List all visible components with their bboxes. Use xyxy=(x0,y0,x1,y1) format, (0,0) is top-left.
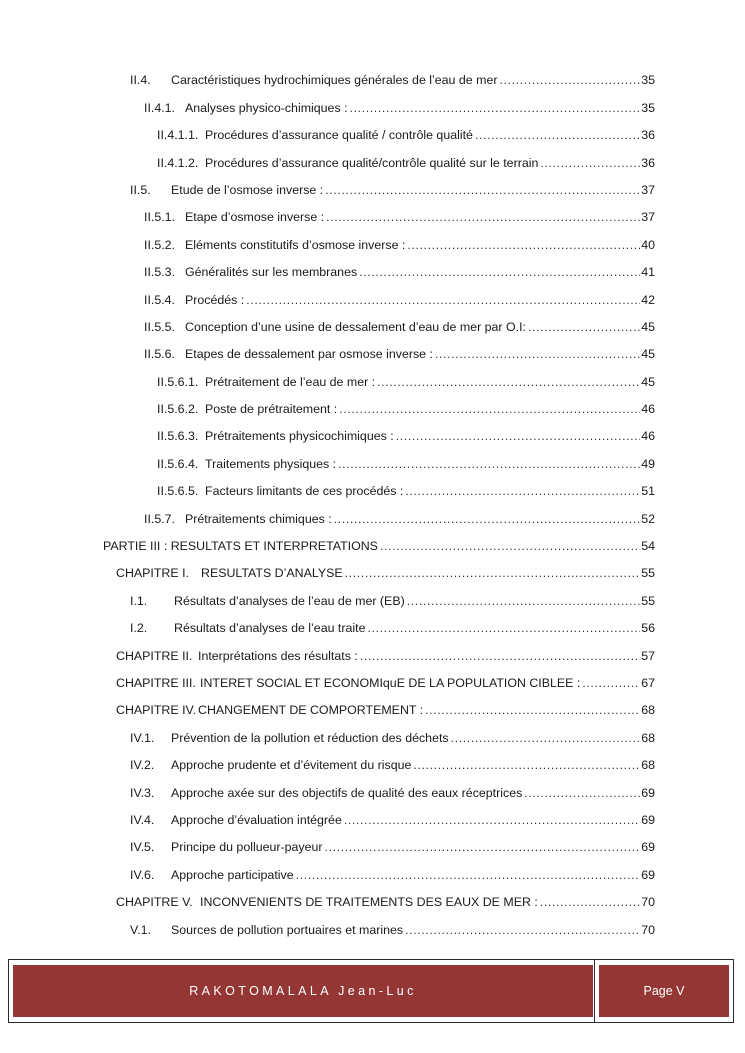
toc-entry-title: Analyses physico-chimiques : xyxy=(185,100,348,115)
toc-dot-leader xyxy=(325,840,641,854)
toc-dot-leader xyxy=(407,238,640,252)
toc-entry-page: 69 xyxy=(641,785,655,800)
toc-entry-title: Etapes de dessalement par osmose inverse : xyxy=(185,347,433,362)
toc-entry[interactable] xyxy=(0,532,745,559)
toc-entry-page: 69 xyxy=(641,840,655,855)
toc-entry-number: II.4.1.2. xyxy=(157,155,199,170)
toc-dot-leader xyxy=(350,101,641,115)
toc-entry-number: CHAPITRE V. xyxy=(116,895,193,910)
toc-entry-page: 35 xyxy=(641,73,655,88)
toc-entry-title: Sources de pollution portuaires et marines xyxy=(171,922,404,937)
toc-entry[interactable] xyxy=(0,176,745,203)
toc-entry-number: II.5.6.3. xyxy=(157,429,199,444)
toc-dot-leader xyxy=(582,676,640,690)
toc-entry-page: 46 xyxy=(641,402,655,417)
toc-entry[interactable] xyxy=(0,148,745,175)
toc-dot-leader xyxy=(451,731,641,745)
toc-entry-number: CHAPITRE III. xyxy=(116,675,196,690)
toc-entry[interactable] xyxy=(0,778,745,805)
toc-entry-number: II.4. xyxy=(130,73,151,88)
toc-entry-page: 37 xyxy=(641,210,655,225)
toc-entry[interactable] xyxy=(0,230,745,257)
toc-entry-title: RESULTATS D’ANALYSE xyxy=(201,566,343,581)
toc-entry-number: I.2. xyxy=(130,621,148,636)
toc-entry-title: Prétraitement de l’eau de mer : xyxy=(205,374,376,389)
toc-entry-title: Procédures d’assurance qualité / contrôle qualité xyxy=(205,128,473,143)
toc-entry-page: 36 xyxy=(641,155,655,170)
toc-entry-title: PARTIE III : RESULTATS ET INTERPRETATIONS xyxy=(103,539,378,554)
toc-entry-title: INTERET SOCIAL ET ECONOMIquE DE LA POPULATION CIBLEE : xyxy=(200,675,581,690)
toc-dot-leader xyxy=(528,320,640,334)
toc-dot-leader xyxy=(540,156,640,170)
toc-entry[interactable] xyxy=(0,285,745,312)
toc-dot-leader xyxy=(425,703,640,717)
toc-entry-page: 70 xyxy=(641,922,655,937)
toc-entry-page: 68 xyxy=(641,703,655,718)
toc-dot-leader xyxy=(499,73,640,87)
toc-entry-number: IV.4. xyxy=(130,812,155,827)
toc-entry[interactable] xyxy=(0,860,745,887)
toc-dot-leader xyxy=(296,868,641,882)
toc-entry-page: 69 xyxy=(641,867,655,882)
toc-entry-number: IV.1. xyxy=(130,730,155,745)
toc-entry[interactable] xyxy=(0,915,745,942)
toc-dot-leader xyxy=(326,210,640,224)
toc-entry-number: II.5.3. xyxy=(144,265,175,280)
toc-dot-leader xyxy=(540,895,640,909)
toc-entry-page: 45 xyxy=(641,374,655,389)
toc-entry-page: 57 xyxy=(641,648,655,663)
toc-entry-title: Poste de prétraitement : xyxy=(205,402,338,417)
toc-entry[interactable] xyxy=(0,669,745,696)
toc-entry-title: Procédures d’assurance qualité/contrôle qualité sur le terrain xyxy=(205,155,539,170)
toc-entry-page: 54 xyxy=(641,539,655,554)
toc-entry-title: Facteurs limitants de ces procédés : xyxy=(205,484,404,499)
toc-entry-title: Approche d’évaluation intégrée xyxy=(171,812,342,827)
toc-entry-title: Etude de l’osmose inverse : xyxy=(171,182,324,197)
toc-entry-page: 49 xyxy=(641,456,655,471)
toc-dot-leader xyxy=(345,566,641,580)
toc-entry[interactable] xyxy=(0,696,745,723)
toc-entry[interactable] xyxy=(0,203,745,230)
toc-entry-title: Approche prudente et d’évitement du risque xyxy=(171,758,412,773)
toc-entry[interactable] xyxy=(0,449,745,476)
toc-entry-page: 52 xyxy=(641,511,655,526)
toc-entry-page: 70 xyxy=(641,895,655,910)
toc-dot-leader xyxy=(405,923,640,937)
toc-entry[interactable] xyxy=(0,723,745,750)
toc-entry[interactable] xyxy=(0,641,745,668)
toc-entry-title: Prétraitements chimiques : xyxy=(185,511,332,526)
toc-entry-title: INCONVENIENTS DE TRAITEMENTS DES EAUX DE MER : xyxy=(200,895,538,910)
toc-entry[interactable] xyxy=(0,586,745,613)
toc-entry-number: II.5.1. xyxy=(144,210,175,225)
toc-dot-leader xyxy=(338,457,640,471)
toc-dot-leader xyxy=(405,484,640,498)
toc-dot-leader xyxy=(246,293,640,307)
toc-entry-title: Approche participative xyxy=(171,867,294,882)
toc-dot-leader xyxy=(339,402,640,416)
toc-entry-number: I.1. xyxy=(130,593,148,608)
table-of-contents xyxy=(0,66,745,943)
toc-entry-title: Généralités sur les membranes xyxy=(185,265,358,280)
toc-entry-number: II.5.4. xyxy=(144,292,175,307)
toc-entry-number: II.5.6. xyxy=(144,347,175,362)
toc-entry[interactable] xyxy=(0,888,745,915)
toc-entry[interactable] xyxy=(0,313,745,340)
toc-dot-leader xyxy=(334,512,641,526)
toc-entry-page: 46 xyxy=(641,429,655,444)
toc-entry-page: 69 xyxy=(641,812,655,827)
toc-dot-leader xyxy=(367,621,640,635)
toc-entry-page: 40 xyxy=(641,237,655,252)
toc-entry[interactable] xyxy=(0,121,745,148)
page-footer xyxy=(8,959,734,1023)
toc-entry[interactable] xyxy=(0,833,745,860)
toc-entry-page: 56 xyxy=(641,621,655,636)
toc-entry-page: 35 xyxy=(641,100,655,115)
toc-entry-number: IV.5. xyxy=(130,840,155,855)
toc-entry[interactable] xyxy=(0,806,745,833)
footer-divider xyxy=(594,960,595,1022)
toc-dot-leader xyxy=(344,813,640,827)
toc-entry[interactable] xyxy=(0,258,745,285)
toc-entry[interactable] xyxy=(0,504,745,531)
toc-entry-number: II.4.1.1. xyxy=(157,128,199,143)
toc-dot-leader xyxy=(359,265,640,279)
toc-entry-title: Etape d’osmose inverse : xyxy=(185,210,325,225)
toc-entry-title: Principe du pollueur-payeur xyxy=(171,840,323,855)
toc-entry-title: Traitements physiques : xyxy=(205,456,337,471)
toc-entry-number: II.5.7. xyxy=(144,511,175,526)
toc-entry-number: II.5.6.2. xyxy=(157,402,199,417)
toc-entry-page: 41 xyxy=(641,265,655,280)
toc-entry-number: CHAPITRE II. xyxy=(116,648,193,663)
toc-entry-page: 45 xyxy=(641,319,655,334)
toc-entry-title: Procédés : xyxy=(185,292,245,307)
toc-entry-number: IV.6. xyxy=(130,867,155,882)
toc-dot-leader xyxy=(377,375,640,389)
footer-page-number: Page V xyxy=(643,984,685,998)
toc-entry[interactable] xyxy=(0,93,745,120)
toc-entry-page: 42 xyxy=(641,292,655,307)
toc-entry[interactable] xyxy=(0,422,745,449)
footer-author-cell xyxy=(13,965,593,1017)
toc-entry-number: II.4.1. xyxy=(144,100,175,115)
footer-page-cell xyxy=(599,965,729,1017)
toc-entry-number: IV.3. xyxy=(130,785,155,800)
toc-entry-page: 45 xyxy=(641,347,655,362)
toc-entry-number: CHAPITRE I. xyxy=(116,566,189,581)
toc-entry-title: Prétraitements physicochimiques : xyxy=(205,429,394,444)
toc-entry-page: 37 xyxy=(641,182,655,197)
toc-dot-leader xyxy=(475,128,640,142)
toc-dot-leader xyxy=(380,539,640,553)
toc-entry-title: CHANGEMENT DE COMPORTEMENT : xyxy=(198,703,424,718)
toc-entry-title: Caractéristiques hydrochimiques générales de l’eau de mer xyxy=(171,73,498,88)
toc-entry-title: Prévention de la pollution et réduction des déchets xyxy=(171,730,449,745)
toc-dot-leader xyxy=(435,347,640,361)
toc-entry-page: 67 xyxy=(641,675,655,690)
toc-entry-page: 55 xyxy=(641,566,655,581)
toc-entry-number: II.5.6.4. xyxy=(157,456,199,471)
toc-entry[interactable] xyxy=(0,395,745,422)
toc-entry-number: II.5.6.5. xyxy=(157,484,199,499)
toc-entry[interactable] xyxy=(0,367,745,394)
toc-entry-title: Eléments constitutifs d’osmose inverse : xyxy=(185,237,406,252)
toc-dot-leader xyxy=(360,649,640,663)
toc-entry[interactable] xyxy=(0,751,745,778)
toc-dot-leader xyxy=(325,183,640,197)
toc-entry-title: Approche axée sur des objectifs de qualité des eaux réceptrices xyxy=(171,785,523,800)
toc-dot-leader xyxy=(413,758,640,772)
toc-entry-page: 55 xyxy=(641,593,655,608)
toc-entry-title: Résultats d’analyses de l’eau traite xyxy=(174,621,366,636)
toc-entry-number: CHAPITRE IV. xyxy=(116,703,197,718)
toc-entry[interactable] xyxy=(0,340,745,367)
toc-entry[interactable] xyxy=(0,477,745,504)
footer-author: RAKOTOMALALA Jean-Luc xyxy=(189,984,417,998)
toc-entry-number: II.5.6.1. xyxy=(157,374,199,389)
toc-entry-page: 51 xyxy=(641,484,655,499)
toc-entry-page: 68 xyxy=(641,758,655,773)
toc-entry-title: Interprétations des résultats : xyxy=(198,648,358,663)
toc-dot-leader xyxy=(524,786,640,800)
toc-dot-leader xyxy=(407,594,640,608)
toc-entry-number: IV.2. xyxy=(130,758,155,773)
toc-entry[interactable] xyxy=(0,66,745,93)
toc-entry-page: 36 xyxy=(641,128,655,143)
toc-entry[interactable] xyxy=(0,559,745,586)
toc-entry-number: II.5.2. xyxy=(144,237,175,252)
toc-entry-title: Résultats d’analyses de l’eau de mer (EB) xyxy=(174,593,405,608)
toc-entry-number: II.5. xyxy=(130,182,151,197)
toc-entry-number: V.1. xyxy=(130,922,151,937)
toc-entry[interactable] xyxy=(0,614,745,641)
toc-dot-leader xyxy=(396,429,641,443)
toc-entry-number: II.5.5. xyxy=(144,319,175,334)
toc-entry-title: Conception d’une usine de dessalement d’eau de mer par O.I: xyxy=(185,319,526,334)
toc-entry-page: 68 xyxy=(641,730,655,745)
